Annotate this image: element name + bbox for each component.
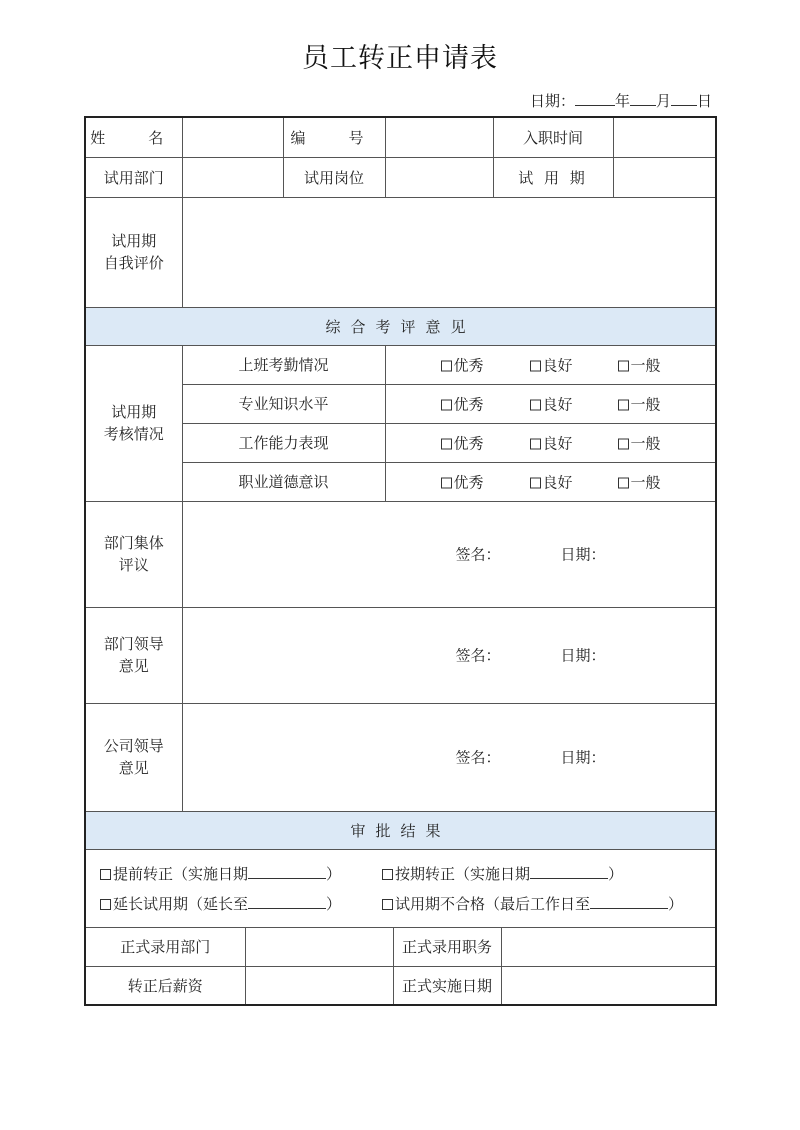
early-date-blank[interactable] (248, 865, 326, 879)
checkbox-icon[interactable] (382, 869, 393, 880)
effective-date-value[interactable] (501, 966, 716, 1005)
ontime-date-blank[interactable] (530, 865, 608, 879)
approval-early[interactable]: 提前转正（实施日期 ） (100, 863, 341, 884)
salary-label: 转正后薪资 (85, 966, 245, 1005)
checkbox-icon[interactable] (100, 869, 111, 880)
sign-label: 签名： (455, 646, 501, 665)
dept-leader-opinion-value[interactable] (182, 607, 716, 703)
number-value[interactable] (385, 117, 493, 157)
dept-group-review-label: 部门集体 评议 (85, 501, 182, 607)
company-leader-opinion-label: 公司领导 意见 (85, 703, 182, 811)
hire-date-label: 入职时间 (493, 117, 613, 157)
assessment-item-ability: 工作能力表现 (182, 423, 385, 462)
checkbox-icon[interactable] (530, 438, 541, 449)
trial-post-value[interactable] (385, 157, 493, 197)
official-job-value[interactable] (501, 927, 716, 966)
company-leader-opinion-value[interactable] (182, 703, 716, 811)
official-dept-label: 正式录用部门 (85, 927, 245, 966)
approval-ontime[interactable]: 按期转正（实施日期 ） (382, 863, 623, 884)
rating-attendance (385, 345, 716, 384)
approval-options (85, 849, 716, 927)
month-label: 月 (655, 92, 671, 110)
month-blank[interactable] (630, 91, 656, 106)
trial-dept-label: 试用部门 (85, 157, 182, 197)
sign-label: 签名： (455, 748, 501, 767)
sign-date-label: 日期： (560, 646, 606, 665)
day-label: 日 (696, 92, 712, 110)
approval-fail[interactable]: 试用期不合格（最后工作日至 ） (382, 893, 683, 914)
rating-ethics (385, 462, 716, 501)
sign-date-label: 日期： (560, 748, 606, 767)
checkbox-icon[interactable] (100, 899, 111, 910)
dept-leader-opinion-label: 部门领导 意见 (85, 607, 182, 703)
sign-label: 签名： (455, 545, 501, 564)
rating-ability (385, 423, 716, 462)
form-title: 员工转正申请表 (302, 43, 498, 74)
official-dept-value[interactable] (245, 927, 393, 966)
date-label: 日期： (529, 92, 575, 110)
effective-date-label: 正式实施日期 (393, 966, 501, 1005)
option-good[interactable]: 良好 (530, 432, 573, 453)
option-good[interactable]: 良好 (530, 393, 573, 414)
option-excellent[interactable]: 优秀 (441, 393, 484, 414)
checkbox-icon[interactable] (618, 360, 629, 371)
name-label: 姓 名 (85, 117, 182, 157)
official-job-label: 正式录用职务 (393, 927, 501, 966)
option-average[interactable]: 一般 (618, 393, 661, 414)
day-blank[interactable] (671, 91, 697, 106)
trial-period-label: 试 用 期 (493, 157, 613, 197)
option-good[interactable]: 良好 (530, 471, 573, 492)
assessment-item-attendance: 上班考勤情况 (182, 345, 385, 384)
option-excellent[interactable]: 优秀 (441, 432, 484, 453)
assessment-item-knowledge: 专业知识水平 (182, 384, 385, 423)
sign-date-label: 日期： (560, 545, 606, 564)
trial-period-value[interactable] (613, 157, 716, 197)
year-label: 年 (614, 92, 630, 110)
dept-group-review-value[interactable] (182, 501, 716, 607)
checkbox-icon[interactable] (530, 399, 541, 410)
application-form (84, 116, 717, 1006)
salary-value[interactable] (245, 966, 393, 1005)
checkbox-icon[interactable] (530, 477, 541, 488)
number-label: 编 号 (283, 117, 385, 157)
trial-post-label: 试用岗位 (283, 157, 385, 197)
approval-extend[interactable]: 延长试用期（延长至 ） (100, 893, 341, 914)
checkbox-icon[interactable] (441, 399, 452, 410)
hire-date-value[interactable] (613, 117, 716, 157)
option-excellent[interactable]: 优秀 (441, 354, 484, 375)
checkbox-icon[interactable] (530, 360, 541, 371)
option-average[interactable]: 一般 (618, 354, 661, 375)
option-good[interactable]: 良好 (530, 354, 573, 375)
form-date (530, 90, 712, 111)
fail-date-blank[interactable] (590, 895, 668, 909)
assessment-item-ethics: 职业道德意识 (182, 462, 385, 501)
option-average[interactable]: 一般 (618, 471, 661, 492)
self-eval-value[interactable] (182, 197, 716, 307)
extend-date-blank[interactable] (248, 895, 326, 909)
trial-dept-value[interactable] (182, 157, 283, 197)
checkbox-icon[interactable] (441, 477, 452, 488)
option-average[interactable]: 一般 (618, 432, 661, 453)
checkbox-icon[interactable] (618, 399, 629, 410)
section-assessment-header: 综合考评意见 (85, 307, 716, 345)
checkbox-icon[interactable] (382, 899, 393, 910)
checkbox-icon[interactable] (618, 438, 629, 449)
option-excellent[interactable]: 优秀 (441, 471, 484, 492)
name-value[interactable] (182, 117, 283, 157)
self-eval-label: 试用期 自我评价 (85, 197, 182, 307)
section-approval-header: 审批结果 (85, 811, 716, 849)
rating-knowledge (385, 384, 716, 423)
assessment-label: 试用期 考核情况 (85, 345, 182, 501)
checkbox-icon[interactable] (441, 438, 452, 449)
year-blank[interactable] (575, 91, 615, 106)
checkbox-icon[interactable] (441, 360, 452, 371)
checkbox-icon[interactable] (618, 477, 629, 488)
